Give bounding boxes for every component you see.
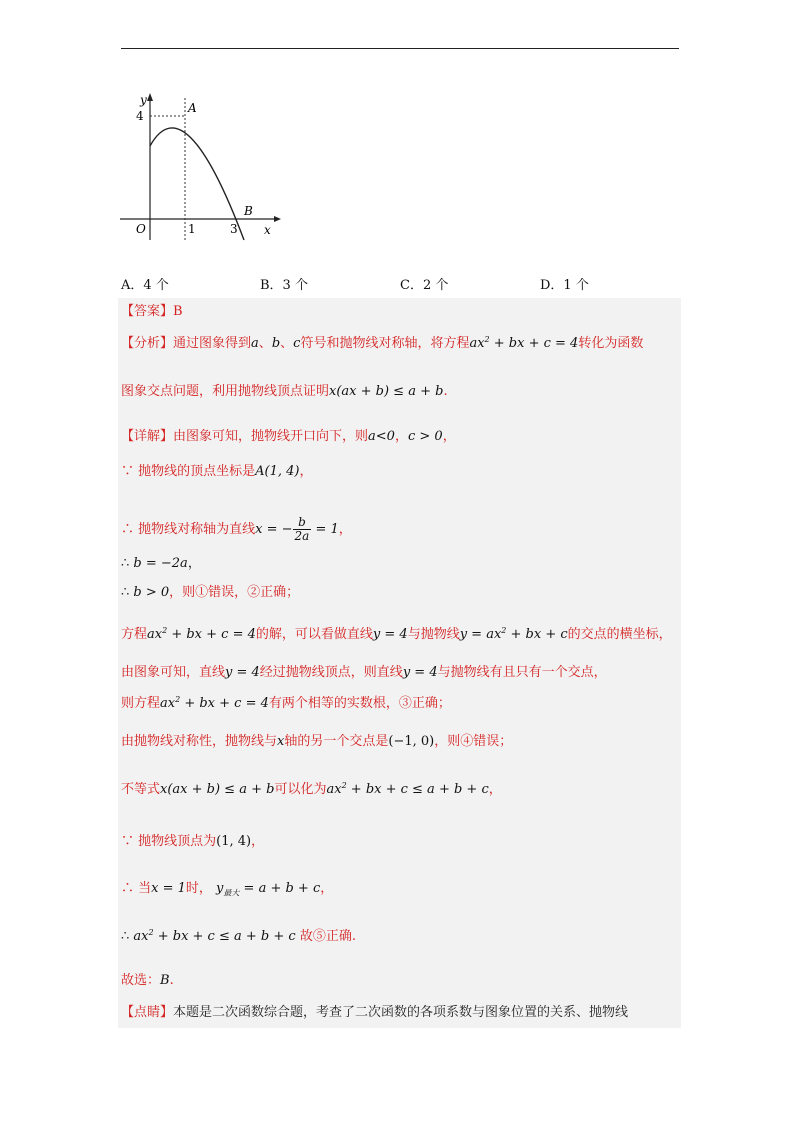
detail-text-2: ∵ 抛物线的顶点坐标是 bbox=[121, 464, 256, 479]
detail-tag: 【详解】 bbox=[121, 429, 174, 444]
ineq-10: x(ax + b) ≤ a + b bbox=[160, 782, 275, 797]
detail-text-9c: ，则④错误； bbox=[434, 734, 513, 749]
detail-end-3: ， bbox=[338, 522, 352, 537]
b-pos: b > 0 bbox=[129, 585, 170, 600]
parabola-graph bbox=[116, 88, 286, 248]
eq-8: $ax^2$ + bx + c = 4 bbox=[160, 695, 269, 711]
vertex-14: (1, 4) bbox=[216, 834, 252, 849]
b-eq: b = −2a bbox=[129, 556, 188, 571]
therefore-13: ∴ bbox=[121, 929, 130, 944]
var-c: c bbox=[293, 336, 301, 351]
var-b: b bbox=[271, 336, 281, 351]
choice-b: B．3 个 bbox=[260, 278, 308, 293]
detail-line-7 bbox=[121, 664, 607, 682]
detail-line-3 bbox=[121, 516, 352, 543]
x-axis-label: x bbox=[264, 223, 271, 237]
tick-y-4: 4 bbox=[136, 109, 144, 123]
analysis-text-3: 转化为函数 bbox=[578, 336, 644, 351]
choice-a: A．4 个 bbox=[121, 278, 169, 293]
parabola-eq: $y = ax^2$ + bx + c bbox=[459, 626, 568, 642]
header-rule bbox=[121, 48, 679, 49]
x-eq-1: x = 1 bbox=[151, 881, 186, 896]
comment-text: 本题是二次函数综合题，考查了二次函数的各项系数与图象位置的关系、抛物线 bbox=[173, 1005, 629, 1020]
detail-text-7b: 经过抛物线顶点，则直线 bbox=[259, 665, 403, 680]
answer-choices bbox=[121, 274, 681, 296]
axis-of-symmetry: x = − $\frac{b}{2a}$ = 1 bbox=[255, 515, 339, 543]
detail-sep: ， bbox=[394, 429, 408, 444]
equation: $ax^2$ + bx + c = 4 bbox=[469, 335, 579, 351]
detail-text-13b: 故⑤正确. bbox=[299, 929, 356, 944]
cond-c: c > 0 bbox=[407, 429, 443, 444]
detail-text-11a: ∵ 抛物线顶点为 bbox=[121, 834, 217, 849]
vertex-a: A(1, 4) bbox=[255, 464, 300, 479]
detail-text-9b: 轴的另一个交点是 bbox=[284, 734, 389, 749]
detail-line-6 bbox=[121, 626, 672, 644]
detail-text-8b: 有两个相等的实数根，③正确； bbox=[268, 696, 451, 711]
detail-text-12b: 时， bbox=[185, 881, 212, 896]
detail-end-14: . bbox=[169, 973, 174, 988]
analysis-line-1 bbox=[121, 335, 643, 353]
answer-tag: 【答案】 bbox=[121, 304, 174, 319]
detail-text-10a: 不等式 bbox=[121, 782, 161, 797]
detail-text-12a: ∴ 当 bbox=[121, 881, 152, 896]
solution-panel bbox=[118, 298, 681, 1028]
detail-end-10: ， bbox=[488, 782, 502, 797]
choice-c: C．2 个 bbox=[400, 278, 449, 293]
y-axis-label: y bbox=[140, 93, 147, 107]
detail-end-1: ， bbox=[442, 429, 456, 444]
detail-text-5: ，则①错误，②正确； bbox=[169, 585, 300, 600]
detail-text-3: ∴ 抛物线对称轴为直线 bbox=[121, 522, 256, 537]
detail-line-10 bbox=[121, 781, 502, 799]
therefore-4: ∴ bbox=[121, 556, 130, 571]
detail-text-7a: 由图象可知，直线 bbox=[121, 665, 226, 680]
ineq-13: $ax^2$ + bx + c ≤ a + b + c bbox=[129, 928, 300, 944]
detail-line-5 bbox=[121, 584, 299, 602]
detail-line-12 bbox=[121, 880, 333, 898]
detail-line-13 bbox=[121, 928, 356, 946]
detail-line-14 bbox=[121, 972, 174, 990]
sep-1: 、 bbox=[258, 336, 272, 351]
detail-line-9 bbox=[121, 733, 512, 751]
line-y4: y = 4 bbox=[372, 627, 408, 642]
detail-text-6c: 与抛物线 bbox=[407, 627, 460, 642]
detail-text-14a: 故选： bbox=[121, 973, 161, 988]
detail-text-8a: 则方程 bbox=[121, 696, 161, 711]
analysis-text-2: 符号和抛物线对称轴，将方程 bbox=[300, 336, 470, 351]
inequality: x(ax + b) ≤ a + b bbox=[329, 384, 444, 399]
answer-value: B bbox=[173, 304, 183, 319]
tick-x-1: 1 bbox=[188, 222, 196, 236]
detail-end-4: ， bbox=[187, 556, 201, 571]
detail-text-10b: 可以化为 bbox=[274, 782, 327, 797]
final-answer: B bbox=[160, 973, 170, 988]
detail-line-2 bbox=[121, 463, 313, 481]
ineq-10b: $ax^2$ + bx + c ≤ a + b + c bbox=[326, 781, 489, 797]
detail-end-12: ， bbox=[320, 881, 334, 896]
tick-x-3: 3 bbox=[230, 222, 238, 236]
point-b-label: B bbox=[244, 204, 253, 218]
detail-text-7c: 与抛物线有且只有一个交点， bbox=[437, 665, 607, 680]
var-a: a bbox=[251, 336, 259, 351]
x-axis-arrow bbox=[274, 216, 281, 222]
analysis-text-4: 图象交点问题，利用抛物线顶点证明 bbox=[121, 384, 330, 399]
y-axis-arrow bbox=[147, 93, 153, 101]
origin-label: O bbox=[136, 222, 146, 236]
detail-line-1 bbox=[121, 428, 456, 446]
answer-line bbox=[121, 303, 183, 321]
line-y4-c: y = 4 bbox=[402, 665, 438, 680]
comment-tag: 【点睛】 bbox=[121, 1005, 174, 1020]
eq-6: $ax^2$ + bx + c = 4 bbox=[147, 626, 256, 642]
analysis-line-2 bbox=[121, 383, 448, 401]
detail-line-8 bbox=[121, 695, 451, 713]
detail-end-11: ， bbox=[251, 834, 265, 849]
point-a-label: A bbox=[188, 101, 197, 115]
detail-text-9a: 由抛物线对称性，抛物线与 bbox=[121, 734, 278, 749]
comment-line bbox=[121, 1004, 628, 1022]
sep-2: 、 bbox=[280, 336, 294, 351]
therefore-5: ∴ bbox=[121, 585, 130, 600]
detail-end-2: ， bbox=[299, 464, 313, 479]
detail-text-6a: 方程 bbox=[121, 627, 148, 642]
analysis-end: . bbox=[443, 384, 448, 399]
detail-line-11 bbox=[121, 833, 264, 851]
analysis-text-1: 通过图象得到 bbox=[173, 336, 252, 351]
choice-d: D．1 个 bbox=[540, 278, 589, 293]
var-x: x bbox=[277, 734, 285, 749]
analysis-tag: 【分析】 bbox=[121, 336, 174, 351]
y-max: $y_{最大} = a + b + c$ bbox=[211, 881, 321, 898]
detail-text-6d: 的交点的横坐标， bbox=[567, 627, 672, 642]
detail-line-4 bbox=[121, 555, 201, 573]
other-intersection: (−1, 0) bbox=[388, 734, 435, 749]
detail-text-1: 由图象可知，抛物线开口向下，则 bbox=[173, 429, 369, 444]
line-y4-b: y = 4 bbox=[225, 665, 260, 680]
detail-text-6b: 的解，可以看做直线 bbox=[255, 627, 373, 642]
cond-a: a<0 bbox=[368, 429, 395, 444]
